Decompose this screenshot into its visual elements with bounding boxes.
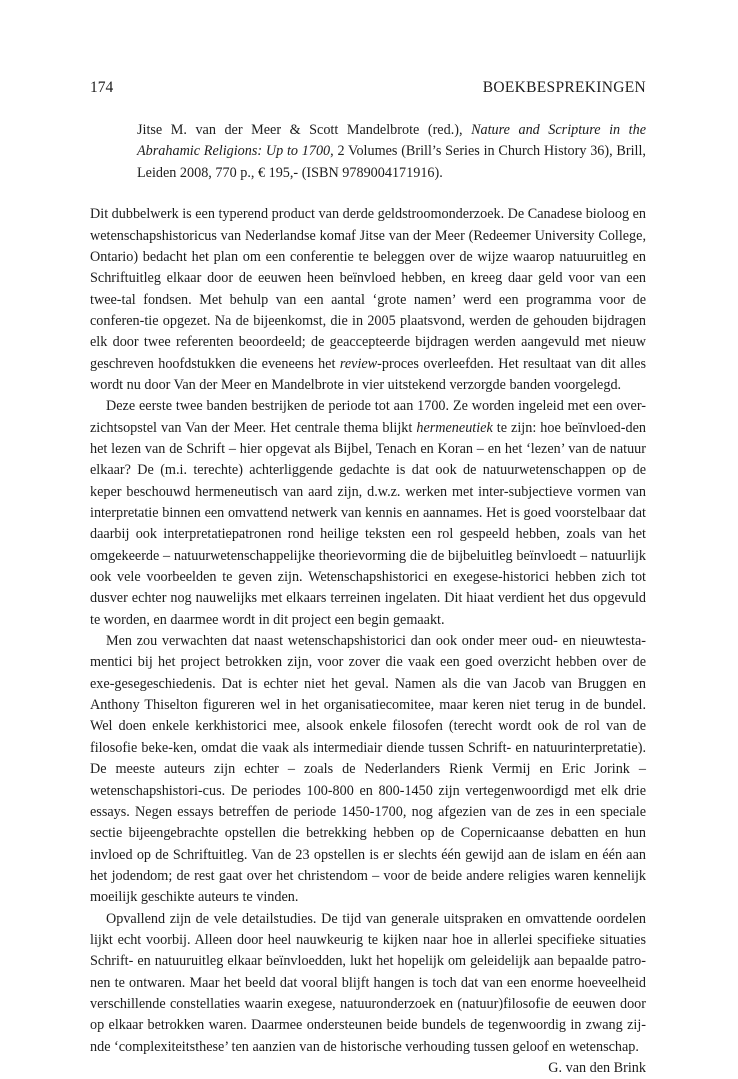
paragraph-2: Deze eerste twee banden bestrijken de periode tot aan 1700. Ze worden ingeleid met een over-zichtsopstel van Van der Meer. Het centrale thema blijkt hermeneutiek te zijn: hoe beïnvloed-den het lezen van de Schrift – hier opgevat als Bijbel, Tenach en Koran – en het ‘lezen’ van de natuur elkaar? De (m.i. terechte) achterliggende gedachte is dat ook de natuurwetenschappen op de keper beschouwd hermeneutisch van aard zijn, d.w.z. werken met inter-subjectieve vormen van interpretatie binnen een omvattend netwerk van kennis en aannames. Het is goed voorstelbaar dat daarbij ook interpretatiepatronen rond heilige teksten een rol gespeeld hebben, zoals van het omgekeerde – natuurwetenschappelijke theorievorming die de bijbeluitleg beïnvloedt – natuurlijk ook vele voorbeelden te geven zijn. Wetenschapshistorici en exegese-historici hebben zich tot dusver echter nog nauwelijks met elkaars terreinen ingelaten. Dit hiaat verdient het dus opgevuld te worden, en daarmee wordt in dit project een begin gemaakt. <box>90 398 646 628</box>
paragraph-3: Men zou verwachten dat naast wetenschapshistorici dan ook onder meer oud- en nieuwtesta-mentici bij het project betrokken zijn, voor zover die vaak een goed overzicht hebben over de exe-gesegeschiedenis. Dat is echter niet het geval. Namen als die van Jacob van Bruggen en Anthony Thiselton figureren wel in het organisatiecomitee, maar keren niet terug in de bundel. Wel doen enkele kerkhistorici mee, alsook enkele filosofen (terecht wordt ook de rol van de filosofie beke-ken, omdat die vaak als intermediair diende tussen Schrift- en natuurinterpretatie). De meeste auteurs zijn echter – zoals de Nederlanders Rienk Vermij en Eric Jorink – wetenschapshistori-cus. De periodes 100-800 en 800-1450 zijn vertegenwoordigd met elk drie essays. Negen essays betreffen de periode 1450-1700, nog afgezien van de zes in een speciale sectie bijeengebrachte opstellen die betrekking hebben op de Copernicaanse debatten en hun invloed op de Schriftuitleg. Van de 23 opstellen is er slechts één gewijd aan de islam en één aan het jodendom; de rest gaat over het christendom – voor de beide andere religies waren kennelijk moeilijk geschikte auteurs te vinden. <box>90 633 646 906</box>
section-title: BOEKBESPREKINGEN <box>482 79 646 96</box>
italic-term-hermeneutiek: hermeneutiek <box>416 419 493 436</box>
italic-term-review: review <box>339 355 378 372</box>
reviewer-signature: G. van den Brink <box>548 1059 646 1076</box>
citation-title: Nature and Scripture in the Abrahamic Religions: Up to 1700 <box>137 122 646 160</box>
page-number: 174 <box>90 79 114 96</box>
review-body <box>90 204 646 1079</box>
citation-details: , 2 Volumes (Brill’s Series in Church History 36), Brill, Leiden 2008, 770 p., € 195,- (ISBN 9789004171916). <box>137 143 646 181</box>
citation-editors: Jitse M. van der Meer & Scott Mandelbrote (red.), <box>137 122 463 138</box>
paragraph-1: Dit dubbelwerk is een typerend product van derde geldstroomonderzoek. De Canadese bioloog en wetenschapshistoricus van Nederlandse komaf Jitse van der Meer (Redeemer University College, Ontario) bedacht het plan om een conferentie te beleggen over de wijze waarop natuuruitleg en Schriftuitleg elkaar door de eeuwen heen beïnvloed hebben, en kreeg daar geld voor van een twee-tal fondsen. Met behulp van een aantal ‘grote namen’ werd een programma voor de conferen-tie opgezet. Na de bijeenkomst, die in 2005 plaatsvond, werden de gehouden bijdragen elk door twee referenten beoordeeld; de geaccepteerde bijdragen werden aangevuld met nieuw geschreven hoofdstukken die eveneens het review-proces overleefden. Het resultaat van dit alles wordt nu door Van der Meer en Mandelbrote in vier uitstekend verzorgde banden voorgelegd. <box>90 206 646 393</box>
running-header <box>90 78 646 98</box>
book-citation <box>137 120 646 184</box>
book-review-page <box>90 78 646 1079</box>
paragraph-4: Opvallend zijn de vele detailstudies. De tijd van generale uitspraken en omvattende oordelen lijkt echt voorbij. Alleen door heel nauwkeurig te kijken naar hoe in allerlei specifieke situaties Schrift- en natuuruitleg elkaar beïnvloedden, lukt het hopelijk om geleidelijk aan bepaalde patro-nen te ontwaren. Maar het beeld dat vooral blijft hangen is toch dat van een enorme hoeveelheid verschillende constellaties waarin exegese, natuuronderzoek en (natuur)filosofie de eeuwen door op elkaar betrokken waren. Daarmee ondersteunen beide bundels de tegenwoordig in zwang zij-nde ‘complexiteitsthese’ ten aanzien van de historische verhouding tussen geloof en wetenschap. <box>90 910 646 1055</box>
